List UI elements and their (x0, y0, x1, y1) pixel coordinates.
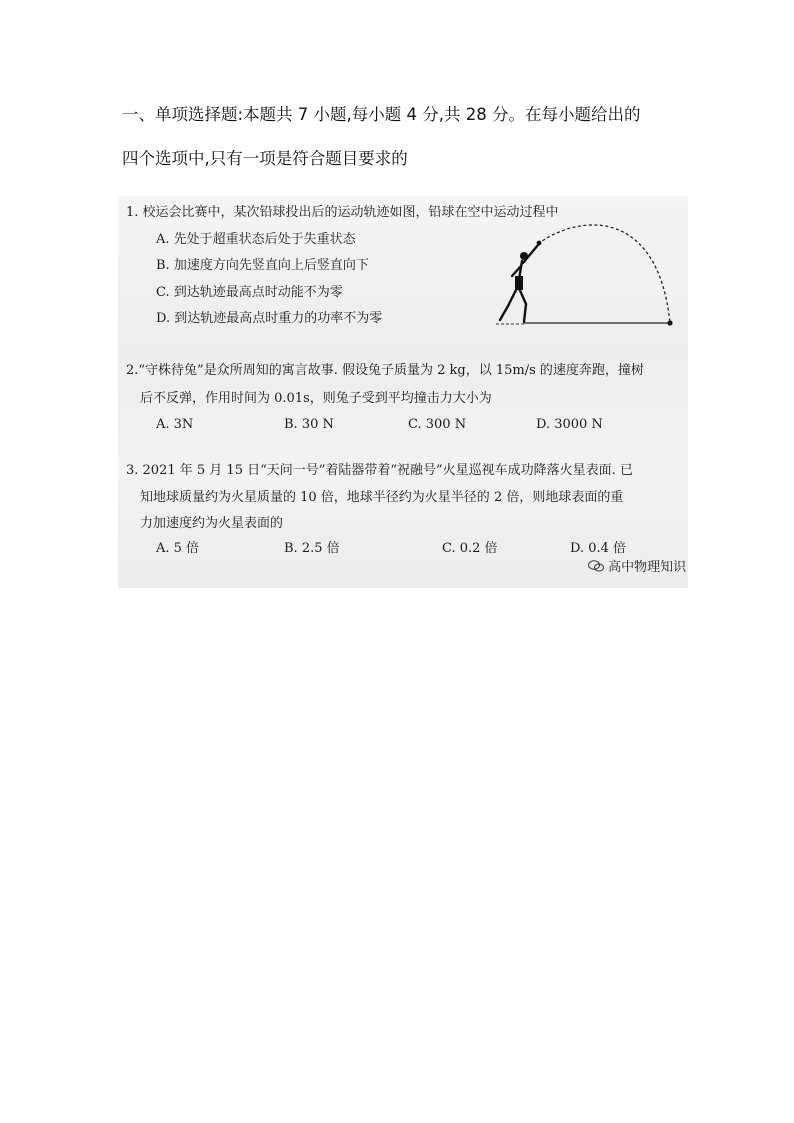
question-3-option-a: A. 5 倍 (156, 541, 200, 556)
question-2-stem-line1: 2.“守株待兔”是众所周知的寓言故事. 假设兔子质量为 2 kg，以 15m/s 的速度奔跑，撞树 (126, 363, 644, 378)
wechat-icon (588, 560, 604, 572)
section-heading-line2: 四个选项中,只有一项是符合题目要求的 (122, 149, 408, 168)
question-2-stem-line2: 后不反弹，作用时间为 0.01s，则兔子受到平均撞击力大小为 (140, 391, 492, 406)
question-3-option-d: D. 0.4 倍 (570, 541, 627, 556)
question-3-stem-line1: 3. 2021 年 5 月 15 日“天问一号”着陆器带着“祝融号”火星巡视车成功降落火星表面. 已 (126, 463, 633, 478)
question-2-option-a: A. 3N (156, 417, 194, 432)
question-2-option-b: B. 30 N (284, 417, 334, 432)
watermark (588, 556, 686, 575)
question-3-option-b: B. 2.5 倍 (284, 541, 340, 556)
question-1-option-a: A. 先处于超重状态后处于失重状态 (156, 232, 356, 247)
landing-point (667, 320, 672, 325)
watermark-text: 高中物理知识 (608, 560, 687, 575)
question-2-option-c: C. 300 N (408, 417, 467, 432)
question-3-option-c: C. 0.2 倍 (442, 541, 498, 556)
section-heading-line1: 一、单项选择题:本题共 7 小题,每小题 4 分,共 28 分。在每小题给出的 (122, 105, 641, 124)
question-3-stem-line2: 知地球质量约为火星质量的 10 倍，地球半径约为火星半径的 2 倍，则地球表面的重 (140, 490, 624, 505)
question-1-option-c: C. 到达轨迹最高点时动能不为零 (156, 285, 343, 300)
scanned-question-block (118, 196, 688, 588)
question-3-stem-line3: 力加速度约为火星表面的 (140, 516, 284, 531)
question-1-stem: 1. 校运会比赛中，某次铅球投出后的运动轨迹如图，铅球在空中运动过程中 (126, 205, 559, 220)
trajectory-path (538, 225, 670, 323)
question-1-option-b: B. 加速度方向先竖直向上后竖直向下 (156, 258, 369, 273)
athlete-figure (500, 245, 538, 322)
shot-put-trajectory-figure (488, 216, 688, 326)
question-1-option-d: D. 到达轨迹最高点时重力的功率不为零 (156, 311, 383, 326)
question-2-option-d: D. 3000 N (536, 417, 603, 432)
